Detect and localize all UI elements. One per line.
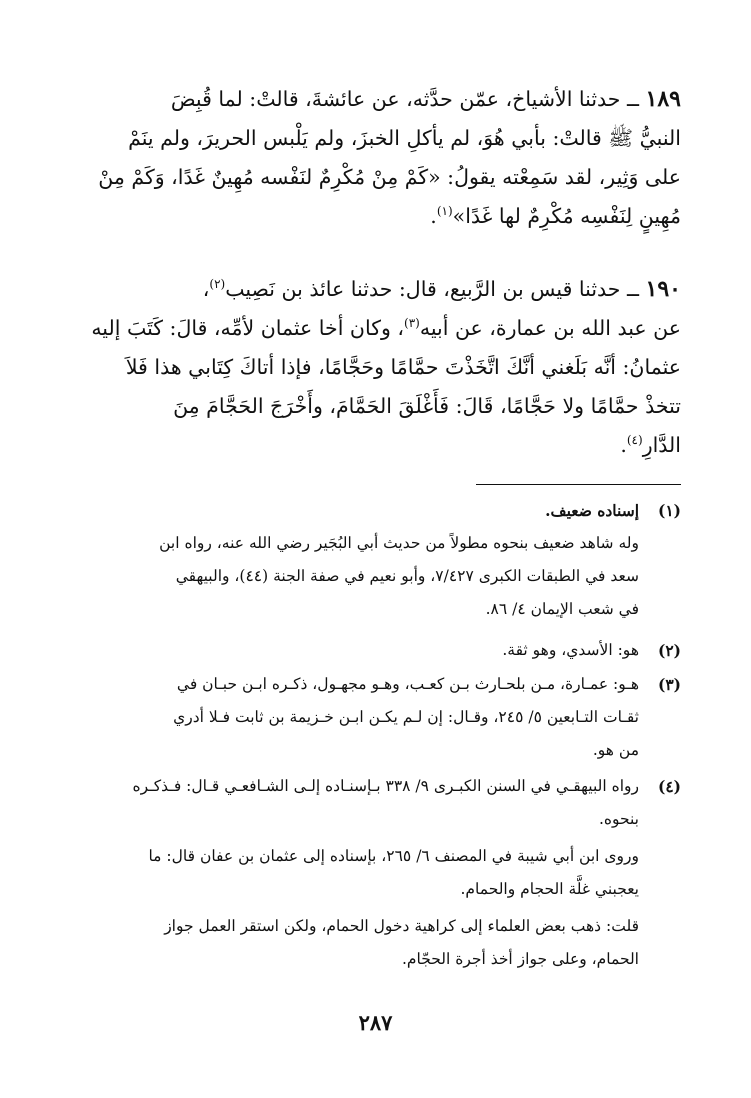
hadith-190 (59, 270, 681, 465)
footnote-1-line: وله شاهد ضعيف بنحوه مطولاً من حديث أبي البُجَير رضي الله عنه، رواه ابن (159, 534, 639, 552)
footnote-3-line: هـو: عمـارة، مـن بلحـارث بـن كعـب، وهـو مجهـول، ذكـره ابـن حبـان في (176, 675, 639, 693)
footnote-3-line: من هو. (592, 741, 639, 759)
hadith-190-line-1: ١٩٠ ــ حدثنا قيس بن الرَّبيع، قال: حدثنا عائذ بن نَصِيب$^{(٢)}$، (202, 276, 681, 302)
footnote-1 (59, 494, 681, 626)
footnote-marker: (٤) (657, 777, 681, 796)
footnote-3 (59, 668, 681, 767)
footnote-marker: (١) (657, 501, 681, 520)
hadith-189-line-3: على وَثِير، لقد سَمِعْته يقولُ: «كَمْ مِنْ مُكْرِمٌ لنَفْسه مُهِينٌ غَدًا، وَكَمْ مِنْ (98, 165, 681, 189)
page-number: ٢٨٧ (358, 1010, 393, 1035)
footnote-4-line: بنحوه. (598, 810, 639, 828)
footnote-4-line: الحمام، وعلى جواز أخذ أجرة الحجّام. (402, 950, 639, 968)
footnote-1-line: في شعب الإيمان ٤/ ٨٦. (485, 600, 639, 618)
footnote-1-lead: إسناده ضعيف. (545, 501, 639, 520)
hadith-189-line-2: النبيُّ ﷺ قالتْ: بأبي هُوَ، لم يأكلِ الخبزَ، ولم يَلْبس الحريرَ، ولم ينَمْ (128, 126, 681, 150)
footnote-ref-4: (٤) (626, 433, 643, 448)
hadith-number: ١٨٩ (645, 86, 681, 112)
hadith-190-line-4: تتخذْ حمَّامًا ولا حَجَّامًا، قَالَ: فَأَغْلَقَ الحَمَّامَ، وأَخْرَجَ الحَجَّامَ مِنَ (173, 394, 681, 418)
hadith-190-line-3: عثمانُ: أنَّه بَلَغني أنَّكَ اتَّخَذْتَ حمَّامًا وحَجَّامًا، فإذا أتاكَ كِتَابي هذا فَلاَ (125, 355, 681, 379)
footnote-ref-3: (٣) (404, 316, 420, 331)
hadith-189-line-1: ١٨٩ ــ حدثنا الأشياخ، عمّن حدَّثه، عن عائشةَ، قالتْ: لما قُبِضَ (170, 86, 681, 112)
hadith-190-line-2: عن عبد الله بن عمارة، عن أبيه$^{(٣)}$، وكان أخا عثمان لأمِّه، قالَ: كَتَبَ إليه (91, 316, 681, 340)
footnote-2 (59, 634, 681, 667)
hadith-189 (59, 80, 681, 236)
footnote-4 (59, 770, 681, 976)
footnote-4-line: رواه البيهقـي في السنن الكبـرى ٩/ ٣٣٨ بـإسنـاده إلـى الشـافعـي قـال: فـذكـره (132, 777, 639, 795)
footnote-2-line: هو: الأسدي، وهو ثقة. (502, 641, 639, 659)
hadith-189-line-4: مُهِينٍ لِنَفْسِه مُكْرِمٌ لها غَدًا»$^{(١)}$. (430, 204, 681, 228)
hadith-number: ١٩٠ (645, 276, 681, 302)
footnote-ref-1: (١) (436, 204, 453, 219)
hadith-190-line-5: الدَّارِ$^{(٤)}$. (620, 433, 681, 457)
footnote-3-line: ثقـات التـابعين ٥/ ٢٤٥، وقـال: إن لـم يكـن ابـن خـزيمة بن ثابت فـلا أدري (173, 708, 639, 726)
footnote-divider (476, 484, 681, 485)
footnote-4-line: وروى ابن أبي شيبة في المصنف ٦/ ٢٦٥، بإسناده إلى عثمان بن عفان قال: ما (148, 847, 639, 865)
footnote-4-line: قلت: ذهب بعض العلماء إلى كراهية دخول الحمام، ولكن استقر العمل جواز (164, 917, 639, 935)
footnote-1-line: سعد في الطبقات الكبرى ٧/٤٢٧، وأبو نعيم في صفة الجنة (٤٤)، والبيهقي (175, 567, 639, 585)
footnote-marker: (٣) (657, 675, 681, 694)
footnote-marker: (٢) (657, 641, 681, 660)
footnote-ref-2: (٢) (209, 277, 226, 292)
footnote-4-line: يعجبني غلَّة الحجام والحمام. (460, 880, 639, 898)
